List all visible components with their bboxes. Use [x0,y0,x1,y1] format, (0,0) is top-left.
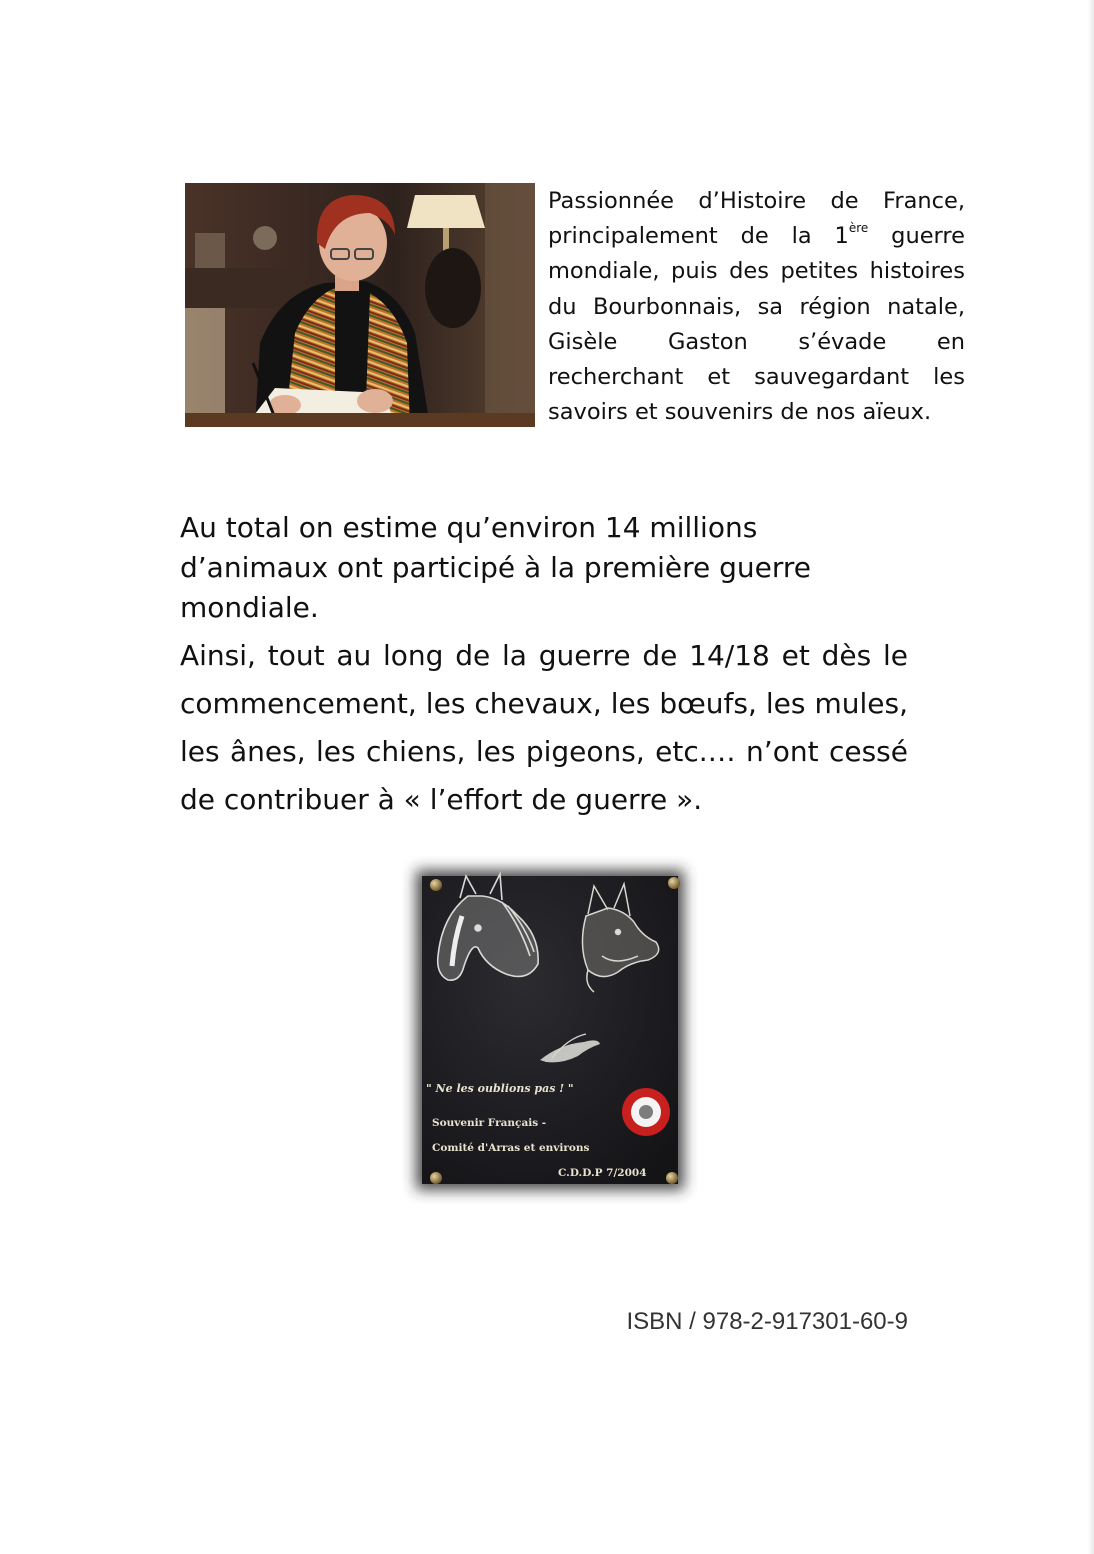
plaque-org-line2: Comité d'Arras et environs [432,1142,590,1154]
plaque-org-line1: Souvenir Français - [432,1117,547,1129]
bio-text-part2: guerre mondiale, puis des petites histoires du Bourbonnais, sa région natale, Gisèle Gaston s’évade en recherchant et sauvegardant les savoirs et souvenirs de nos aïeux. [548,223,965,426]
bio-text [548,184,965,430]
paragraph-animals-total: Au total on estime qu’environ 14 millions d’animaux ont participé à la première guerre mondiale. [180,511,812,624]
author-photo [185,183,535,427]
plaque-bolt [666,1172,678,1184]
author-bio [548,184,965,430]
souvenir-francais-emblem [622,1088,670,1136]
paragraph-war-effort: Ainsi, tout au long de la guerre de 14/18 et dès le commencement, les chevaux, les bœufs, les mules, les ânes, les chiens, les pigeons, etc.… n’ont cessé de contribuer à « l’effort de guerre ». [180,639,908,816]
plaque-bolt [430,879,442,891]
bio-text-part1: Passionnée d’Histoire de France, principalement de la 1 [548,188,965,250]
isbn-number: ISBN / 978-2-917301-60-9 [626,1308,908,1335]
plaque-bolt [668,877,680,889]
page-edge-shadow [1088,0,1094,1554]
bio-superscript: ère [848,220,869,235]
plaque-motto: " Ne les oublions pas ! " [426,1082,574,1095]
plaque-code: C.D.D.P 7/2004 [558,1167,647,1179]
plaque-bolt [430,1172,442,1184]
memorial-plaque-image [402,856,698,1204]
